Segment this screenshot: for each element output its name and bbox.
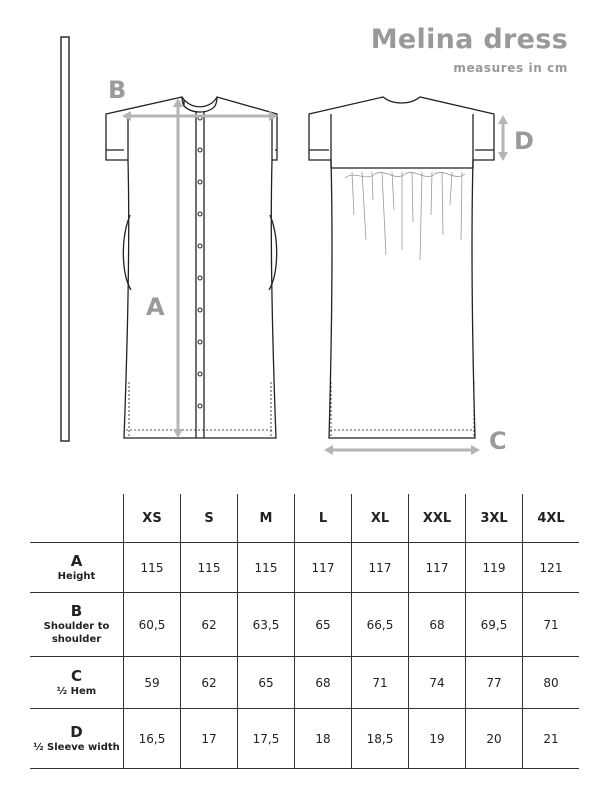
- table-cell: 17,5: [238, 709, 295, 769]
- row-name: ½ Sleeve width: [33, 741, 120, 753]
- table-cell: 80: [523, 657, 580, 709]
- table-cell: 17: [181, 709, 238, 769]
- table-cell: 71: [523, 593, 580, 657]
- row-header: [30, 593, 124, 657]
- table-cell: 20: [466, 709, 523, 769]
- table-row-height: [30, 543, 579, 593]
- page-subtitle: measures in cm: [453, 61, 568, 75]
- size-table: [30, 494, 579, 769]
- row-letter: A: [70, 551, 83, 570]
- table-cell: 16,5: [124, 709, 181, 769]
- back-view: [309, 97, 494, 438]
- table-cell: 21: [523, 709, 580, 769]
- table-cell: 74: [409, 657, 466, 709]
- label-b: B: [108, 76, 127, 104]
- table-cell: 115: [238, 543, 295, 593]
- label-d: D: [514, 127, 534, 155]
- table-cell: 62: [181, 593, 238, 657]
- table-cell: 117: [409, 543, 466, 593]
- row-name: ½ Hem: [56, 685, 97, 697]
- row-letter: B: [70, 602, 83, 620]
- size-header: XS: [124, 494, 181, 543]
- table-cell: 59: [124, 657, 181, 709]
- table-cell: 117: [295, 543, 352, 593]
- table-cell: 115: [181, 543, 238, 593]
- table-cell: 65: [295, 593, 352, 657]
- table-cell: 66,5: [352, 593, 409, 657]
- size-header: XXL: [409, 494, 466, 543]
- scale-bar: [61, 37, 69, 441]
- table-row-sleeve: [30, 709, 579, 769]
- row-letter: C: [70, 666, 82, 685]
- table-cell: 68: [295, 657, 352, 709]
- table-cell: 77: [466, 657, 523, 709]
- row-letter: D: [70, 722, 83, 741]
- table-row-shoulder: [30, 593, 579, 657]
- table-cell: 69,5: [466, 593, 523, 657]
- table-cell: 19: [409, 709, 466, 769]
- table-cell: 71: [352, 657, 409, 709]
- table-cell: 63,5: [238, 593, 295, 657]
- table-cell: 18: [295, 709, 352, 769]
- page-title: Melina dress: [370, 24, 568, 55]
- size-header: XL: [352, 494, 409, 543]
- table-cell: 62: [181, 657, 238, 709]
- size-header: M: [238, 494, 295, 543]
- table-cell: 68: [409, 593, 466, 657]
- size-header: 4XL: [523, 494, 580, 543]
- label-c: C: [489, 427, 507, 455]
- table-cell: 60,5: [124, 593, 181, 657]
- size-header-row: [30, 494, 579, 543]
- size-header: 3XL: [466, 494, 523, 543]
- table-cell: 117: [352, 543, 409, 593]
- table-cell: 65: [238, 657, 295, 709]
- table-cell: 119: [466, 543, 523, 593]
- table-cell: 115: [124, 543, 181, 593]
- size-header: L: [295, 494, 352, 543]
- front-view: [106, 97, 277, 438]
- row-name: Shoulder to shoulder: [43, 621, 110, 645]
- row-header: [30, 709, 124, 769]
- label-a: A: [146, 293, 165, 321]
- size-header: S: [181, 494, 238, 543]
- row-header: [30, 657, 124, 709]
- row-name: Height: [57, 570, 96, 582]
- row-header: [30, 543, 124, 593]
- table-corner: [30, 494, 124, 543]
- table-row-hem: [30, 657, 579, 709]
- table-cell: 121: [523, 543, 580, 593]
- table-cell: 18,5: [352, 709, 409, 769]
